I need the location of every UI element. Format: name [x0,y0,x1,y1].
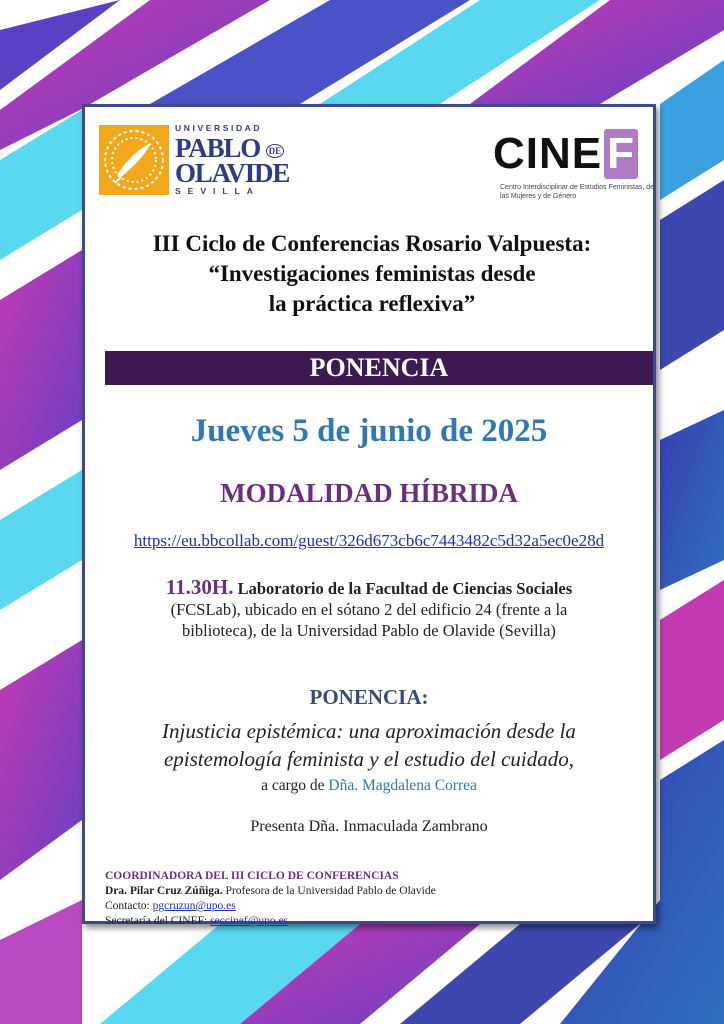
cinef-word: CINE [493,129,603,178]
location-rest: (FCSLab), ubicado en el sótano 2 del edificio 24 (frente a la biblioteca), de la Universidad Pablo de Olavide (Sevilla) [170,600,568,640]
event-date: Jueves 5 de junio de 2025 [190,413,548,449]
talk-title: Injusticia epistémica: una aproximación desde la epistemología feminista y el estudio del cuidado, [162,719,576,771]
event-time: 11.30H. [165,575,234,599]
upo-emblem-icon [99,125,169,195]
ponencia-band: PONENCIA [105,351,653,385]
upo-wordmark [175,123,290,203]
upo-line2: OLAVIDE [175,157,290,188]
title-line2: “Investigaciones feministas desde [208,261,536,286]
cinef-subtitle: Centro Interdisciplinar de Estudios Feministas, de las Mujeres y de Género [500,184,655,200]
contact-email-link[interactable]: pgcruzun@upo.es [152,900,236,912]
coordination-block [105,869,645,929]
contact-label: Contacto: [105,900,150,912]
coordinator-name: Dra. Pilar Cruz Zúñiga. [105,885,223,897]
secretary-label: Secretaría del CINEF: [105,915,208,927]
meeting-link[interactable]: https://eu.bbcollab.com/guest/326d673cb6c7443482c5d32a5ec0e28d [133,531,605,550]
upo-top-text: UNIVERSIDAD [175,123,263,133]
event-card [82,104,656,927]
location-bold-2: Sociales [516,579,573,598]
upo-bottom-text: SEVILLA [175,185,260,196]
upo-de: DE [266,144,285,158]
title-line1: III Ciclo de Conferencias Rosario Valpuesta: [152,231,592,256]
event-title [105,229,639,319]
cinef-f-letter: F [604,129,638,179]
coordination-heading: COORDINADORA DEL III CICLO DE CONFERENCIAS [105,870,399,882]
cinef-logo [493,129,638,179]
talk-heading: PONENCIA: [309,685,429,709]
talk-by-prefix: a cargo de [261,777,325,794]
event-location [145,577,593,641]
talk-speaker-line [85,777,653,795]
coordinator-role: Profesora de la Universidad Pablo de Olavide [225,885,436,897]
title-line3: la práctica reflexiva” [268,291,476,316]
presenter: Presenta Dña. Inmaculada Zambrano [250,818,488,835]
talk-speaker: Dña. Magdalena Correa [328,777,477,794]
location-bold-1: Laboratorio de la Facultad de Ciencias [237,579,513,598]
secretary-email-link[interactable]: seccinef@upo.es [210,915,289,927]
event-modality: MODALIDAD HÍBRIDA [220,478,518,508]
upo-line1: PABLO [175,133,261,163]
